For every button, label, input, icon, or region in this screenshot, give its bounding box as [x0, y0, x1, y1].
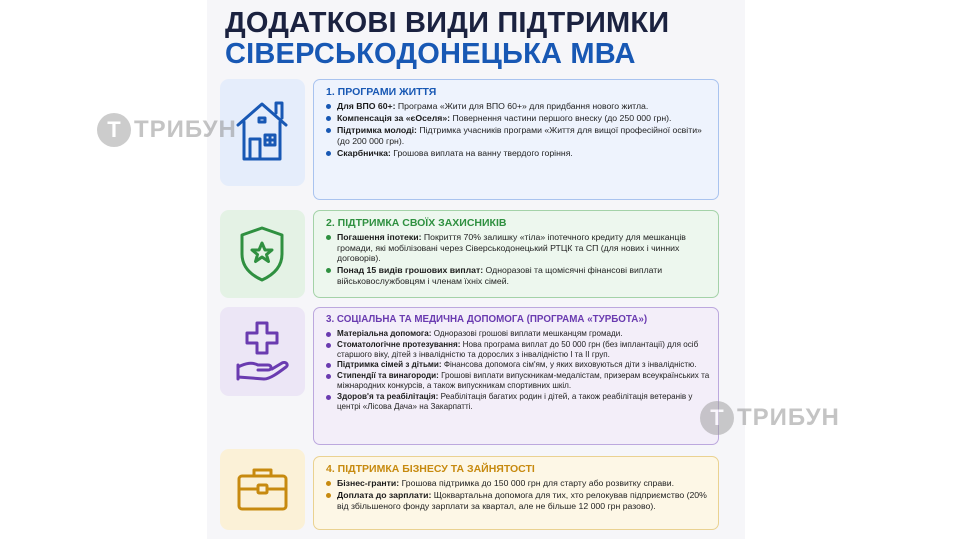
poster [207, 0, 745, 539]
section-1-heading: 1. ПРОГРАМИ ЖИТТЯ [326, 86, 437, 98]
section-2-icon-box [220, 210, 305, 298]
list-item: Погашення іпотеки: Покриття 70% залишку «тіла» іпотечного кредиту для мешканців громади, які мобілізовані через Сіверськодонецький РТЦК та СП (для нових і чинних договорів). [326, 232, 710, 264]
watermark-text: ТРИБУН [737, 404, 840, 431]
section-4-card [313, 456, 719, 530]
list-item: Доплата до зарплати: Щоквартальна допомога для тих, хто релокував підприємство (20% від збільшеного фонду зарплати за квартал, але не більше 12 000 грн разово). [326, 490, 710, 511]
shield-star-icon [220, 210, 305, 298]
list-item: Здоров'я та реабілітація: Реабілітація багатих родин і дітей, а також реабілітація ветеранів у центрі «Лісова Дача» на Закарпатті. [326, 392, 710, 412]
list-item: Стоматологічне протезування: Нова програма виплат до 50 000 грн (без імплантації) для осіб старшого віку, дітей з інвалідністю та дорослих з інвалідністю I та II груп. [326, 340, 710, 360]
list-item: Підтримка молоді: Підтримка учасників програми «Життя для вищої професійної освіти» (до 200 000 грн). [326, 125, 710, 146]
section-3-heading: 3. СОЦІАЛЬНА ТА МЕДИЧНА ДОПОМОГА (ПРОГРАМА «ТУРБОТА») [326, 314, 648, 325]
list-item: Для ВПО 60+: Програма «Жити для ВПО 60+» для придбання нового житла. [326, 101, 710, 112]
watermark-t-icon: Т [700, 401, 734, 435]
watermark-logo [97, 113, 237, 147]
list-item: Матеріальна допомога: Одноразові грошові виплати мешканцям громади. [326, 329, 710, 339]
section-4-icon-box [220, 449, 305, 530]
list-item: Підтримка сімей з дітьми: Фінансова допомога сім'ям, у яких виховуються діти з інвалідністю. [326, 360, 710, 370]
list-item: Понад 15 видів грошових виплат: Одноразові та щомісячні фінансові виплати військовослужбовцям і членам їхніх сімей. [326, 265, 710, 286]
section-1-card [313, 79, 719, 200]
list-item: Скарбничка: Грошова виплата на ванну твердого горіння. [326, 148, 710, 159]
section-3-icon-box [220, 307, 305, 396]
list-item: Бізнес-гранти: Грошова підтримка до 150 000 грн для старту або розвитку справи. [326, 478, 710, 489]
list-item: Компенсація за «єОселя»: Повернення частини першого внеску (до 250 000 грн). [326, 113, 710, 124]
section-4-heading: 4. ПІДТРИМКА БІЗНЕСУ ТА ЗАЙНЯТОСТІ [326, 463, 535, 475]
section-3-card [313, 307, 719, 445]
list-item: Стипендії та винагороди: Грошові виплати випускникам-медалістам, призерам всеукраїнських та міжнародних конкурсів, а також випускникам спортивних шкіл. [326, 371, 710, 391]
briefcase-icon [220, 449, 305, 530]
watermark-text: ТРИБУН [134, 116, 237, 143]
medical-cross-hand-icon [220, 307, 305, 396]
watermark-t-icon: Т [97, 113, 131, 147]
page-title: ДОДАТКОВІ ВИДИ ПІДТРИМКИ [225, 7, 670, 39]
section-2-card [313, 210, 719, 298]
section-2-heading: 2. ПІДТРИМКА СВОЇХ ЗАХИСНИКІВ [326, 217, 507, 229]
watermark-logo [700, 401, 840, 435]
page-subtitle: СІВЕРСЬКОДОНЕЦЬКА МВА [225, 38, 636, 70]
